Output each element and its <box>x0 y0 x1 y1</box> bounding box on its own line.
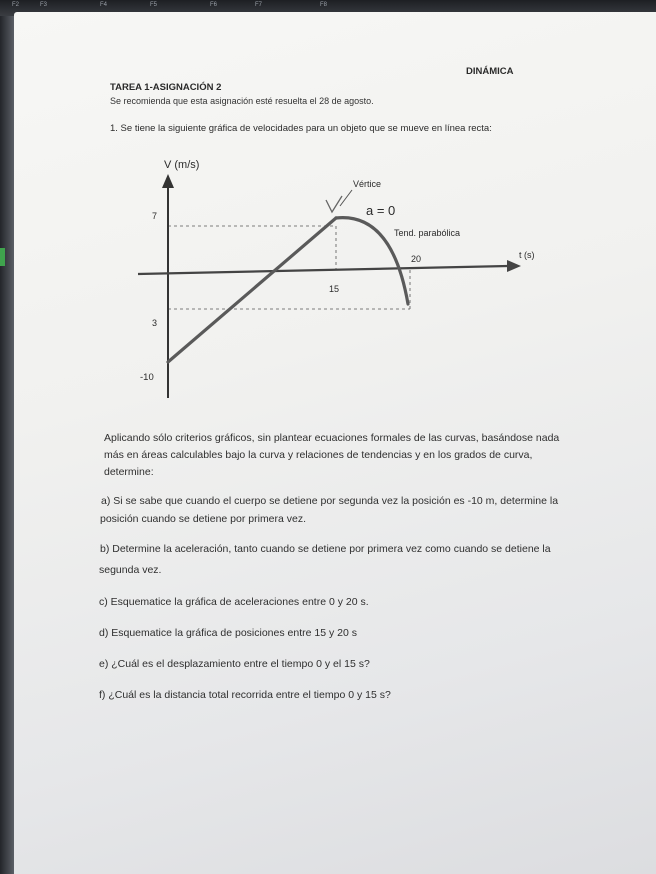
key-glyph: F8 <box>320 2 328 8</box>
linear-velocity-segment <box>168 218 336 362</box>
item-c: c) Esquematice la gráfica de aceleraciones entre 0 y 20 s. <box>99 596 369 608</box>
handwritten-acceleration-note: a = 0 <box>366 203 396 218</box>
key-glyph: F6 <box>210 2 218 8</box>
key-glyph: F2 <box>12 2 20 8</box>
item-d: d) Esquematice la gráfica de posiciones entre 15 y 20 s <box>99 627 357 639</box>
check-mark-icon <box>326 196 342 212</box>
item-b-line-2: segunda vez. <box>99 564 162 576</box>
x-axis-arrow <box>507 260 521 272</box>
y-axis-label: V (m/s) <box>164 159 200 171</box>
due-date-note: Se recomienda que esta asignación esté resuelta el 28 de agosto. <box>110 96 374 106</box>
key-glyph: F4 <box>100 2 108 8</box>
x-axis <box>138 266 508 274</box>
item-a-line-1: a) Si se sabe que cuando el cuerpo se detiene por segunda vez la posición es -10 m, determine la <box>101 495 559 507</box>
vertex-pointer <box>340 190 352 206</box>
assignment-title: TAREA 1-ASIGNACIÓN 2 <box>110 82 222 93</box>
item-f: f) ¿Cuál es la distancia total recorrida entre el tiempo 0 y 15 s? <box>99 689 391 701</box>
subject-heading: DINÁMICA <box>466 66 514 77</box>
x-tick-20: 20 <box>411 254 422 264</box>
y-axis-arrow <box>162 174 174 188</box>
x-axis-label: t (s) <box>519 250 535 260</box>
key-glyph: F5 <box>150 2 158 8</box>
item-b-line-1: b) Determine la aceleración, tanto cuando se detiene por primera vez como cuando se detiene la <box>100 543 551 555</box>
x-tick-15: 15 <box>329 284 340 294</box>
key-glyph: F7 <box>255 2 263 8</box>
instructions-line-1: Aplicando sólo criterios gráficos, sin plantear ecuaciones formales de las curvas, basándose nada <box>104 432 560 444</box>
question-1-statement: 1. Se tiene la siguiente gráfica de velocidades para un objeto que se mueve en línea recta: <box>110 123 492 134</box>
y-tick-3: 3 <box>152 318 158 328</box>
instructions-line-2: más en áreas calculables bajo la curva y relaciones de tendencias y en los grados de curva, <box>104 449 533 461</box>
item-e: e) ¿Cuál es el desplazamiento entre el tiempo 0 y el 15 s? <box>99 658 370 670</box>
parabolic-trend-label: Tend. parabólica <box>394 228 461 238</box>
vertex-label: Vértice <box>353 179 382 189</box>
y-tick-minus-10: -10 <box>140 372 154 383</box>
item-a-line-2: posición cuando se detiene por primera vez. <box>100 513 307 525</box>
instructions-line-3: determine: <box>104 466 154 478</box>
y-tick-7: 7 <box>152 211 158 221</box>
key-glyph: F3 <box>40 2 48 8</box>
